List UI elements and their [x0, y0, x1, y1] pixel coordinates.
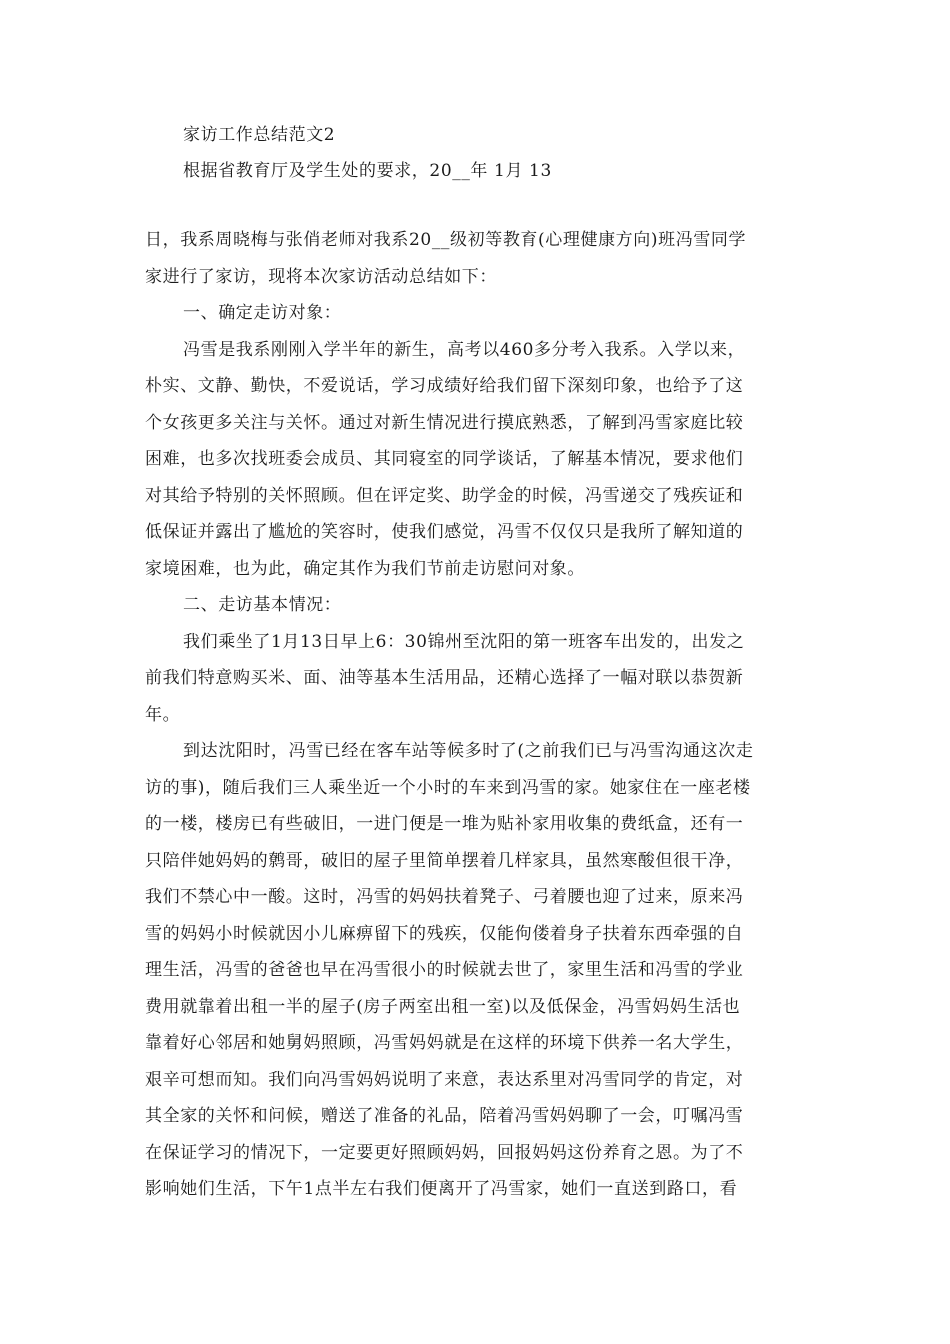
paragraph-line: 冯雪是我系刚刚入学半年的新生，高考以460多分考入我系。入学以来， — [183, 340, 746, 360]
section-heading-2: 二、走访基本情况： — [183, 595, 342, 615]
paragraph-line: 根据省教育厅及学生处的要求，20__年 1月 13 — [183, 161, 552, 181]
paragraph-line: 其全家的关怀和问候，赠送了准备的礼品，陪着冯雪妈妈聊了一会，叮嘱冯雪 — [145, 1106, 744, 1126]
paragraph-line: 困难，也多次找班委会成员、其同寝室的同学谈话，了解基本情况，要求他们 — [145, 449, 744, 469]
paragraph-line: 费用就靠着出租一半的屋子(房子两室出租一室)以及低保金，冯雪妈妈生活也 — [145, 997, 741, 1017]
paragraph-line: 艰辛可想而知。我们向冯雪妈妈说明了来意，表达系里对冯雪同学的肯定，对 — [145, 1070, 744, 1090]
paragraph-line: 雪的妈妈小时候就因小儿麻痹留下的残疾，仅能佝偻着身子扶着东西牵强的自 — [145, 924, 744, 944]
paragraph-line: 朴实、文静、勤快，不爱说话，学习成绩好给我们留下深刻印象，也给予了这 — [145, 376, 744, 396]
paragraph-line: 到达沈阳时，冯雪已经在客车站等候多时了(之前我们已与冯雪沟通这次走 — [183, 741, 754, 761]
paragraph-line: 在保证学习的情况下，一定要更好照顾妈妈，回报妈妈这份养育之恩。为了不 — [145, 1143, 744, 1163]
paragraph-line: 我们乘坐了1月13日早上6：30锦州至沈阳的第一班客车出发的，出发之 — [183, 632, 745, 652]
section-heading-1: 一、确定走访对象： — [183, 303, 342, 323]
paragraph-line: 影响她们生活，下午1点半左右我们便离开了冯雪家，她们一直送到路口，看 — [145, 1179, 738, 1199]
paragraph-line: 访的事)，随后我们三人乘坐近一个小时的车来到冯雪的家。她家住在一座老楼 — [145, 778, 751, 798]
paragraph-line: 的一楼，楼房已有些破旧，一进门便是一堆为贴补家用收集的费纸盒，还有一 — [145, 814, 744, 834]
paragraph-line: 理生活，冯雪的爸爸也早在冯雪很小的时候就去世了，家里生活和冯雪的学业 — [145, 960, 744, 980]
document-title: 家访工作总结范文2 — [183, 125, 336, 145]
paragraph-line: 家境困难，也为此，确定其作为我们节前走访慰问对象。 — [145, 559, 585, 579]
paragraph-line: 只陪伴她妈妈的鹩哥，破旧的屋子里简单摆着几样家具，虽然寒酸但很干净， — [145, 851, 744, 871]
paragraph-line: 个女孩更多关注与关怀。通过对新生情况进行摸底熟悉，了解到冯雪家庭比较 — [145, 413, 744, 433]
paragraph-line: 低保证并露出了尴尬的笑容时，使我们感觉，冯雪不仅仅只是我所了解知道的 — [145, 522, 744, 542]
paragraph-line: 靠着好心邻居和她舅妈照顾，冯雪妈妈就是在这样的环境下供养一名大学生， — [145, 1033, 744, 1053]
paragraph-line: 家进行了家访，现将本次家访活动总结如下： — [145, 267, 497, 287]
paragraph-line: 前我们特意购买米、面、油等基本生活用品，还精心选择了一幅对联以恭贺新 — [145, 668, 744, 688]
paragraph-line: 对其给予特别的关怀照顾。但在评定奖、助学金的时候，冯雪递交了残疾证和 — [145, 486, 744, 506]
paragraph-line: 我们不禁心中一酸。这时，冯雪的妈妈扶着凳子、弓着腰也迎了过来，原来冯 — [145, 887, 744, 907]
paragraph-line: 年。 — [145, 705, 181, 725]
paragraph-line: 日，我系周晓梅与张俏老师对我系20__级初等教育(心理健康方向)班冯雪同学 — [145, 230, 747, 250]
